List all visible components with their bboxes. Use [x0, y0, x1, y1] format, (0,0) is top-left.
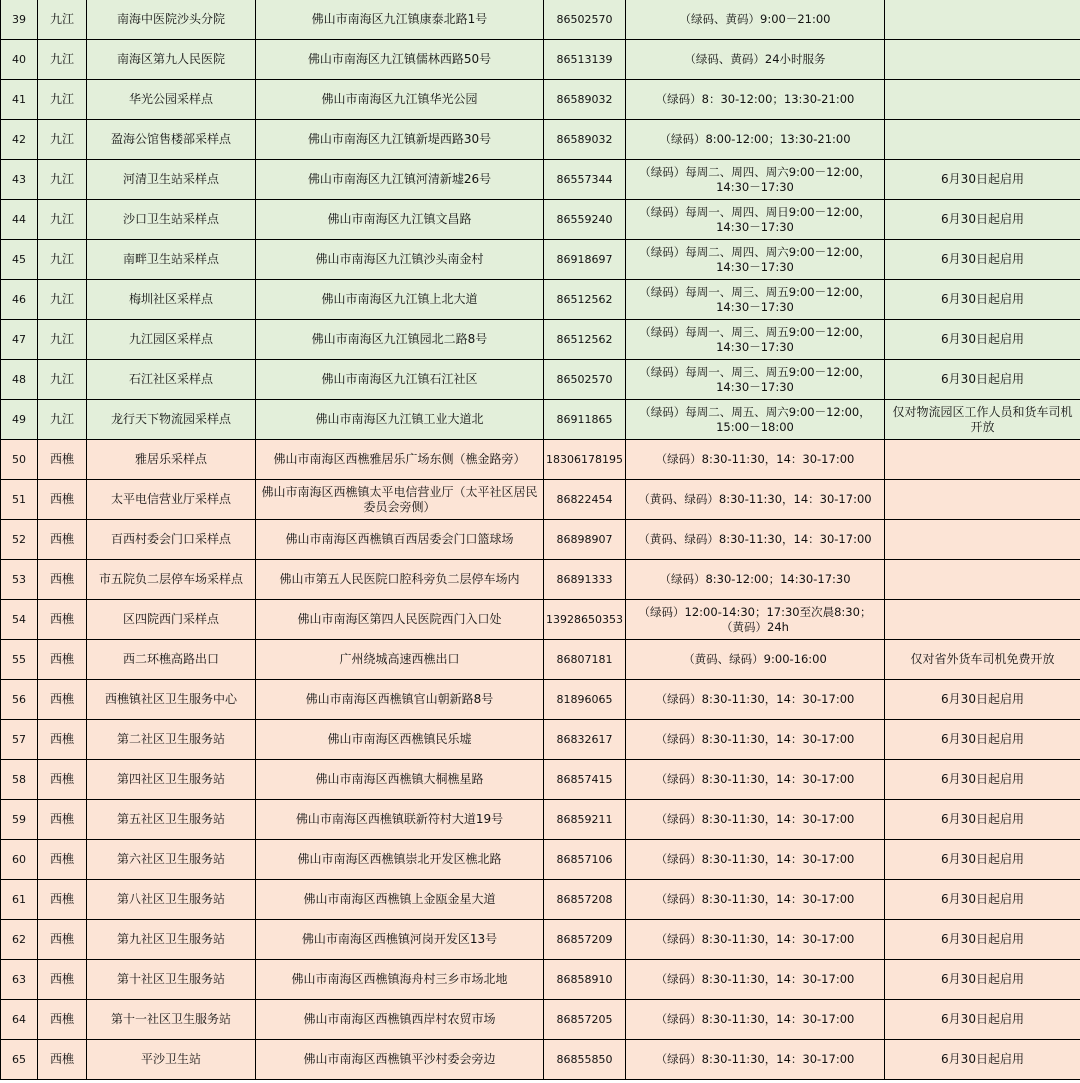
note-cell [885, 240, 1080, 280]
note-cell-line: 仅对物流园区工作人员和货车司机 [892, 404, 1073, 419]
hours-cell-line: （绿码）每周一、周三、周五9:00－12:00， [639, 324, 871, 339]
town-cell: 西樵 [38, 480, 87, 520]
phone-cell: 86918697 [544, 240, 626, 280]
hours-cell [626, 120, 885, 160]
hours-cell-line: （黄码）24h [721, 619, 789, 634]
phone-cell: 86557344 [544, 160, 626, 200]
address-cell: 佛山市南海区九江镇康泰北路1号 [256, 0, 544, 40]
phone-cell: 86512562 [544, 280, 626, 320]
hours-cell-line: 15:00－18:00 [716, 419, 794, 434]
note-cell-line: 6月30日起启用 [941, 732, 1024, 746]
hours-cell-line: 14:30－17:30 [716, 259, 794, 274]
note-cell-line: 6月30日起启用 [941, 252, 1024, 266]
note-cell [885, 680, 1080, 720]
address-cell: 佛山市南海区九江镇园北二路8号 [256, 320, 544, 360]
site-name-cell: 平沙卫生站 [87, 1040, 256, 1080]
site-name-cell: 第五社区卫生服务站 [87, 800, 256, 840]
note-cell [885, 80, 1080, 120]
address-cell: 佛山市南海区九江镇工业大道北 [256, 400, 544, 440]
site-name-cell: 华光公园采样点 [87, 80, 256, 120]
phone-cell: 86857205 [544, 1000, 626, 1040]
town-cell: 九江 [38, 320, 87, 360]
hours-cell-line: （黄码、绿码）9:00-16:00 [683, 652, 827, 666]
row-number: 41 [1, 80, 38, 120]
phone-cell: 86589032 [544, 120, 626, 160]
hours-cell [626, 400, 885, 440]
town-cell: 西樵 [38, 920, 87, 960]
table-body [1, 0, 1080, 1080]
phone-cell: 86898907 [544, 520, 626, 560]
hours-cell-line: （绿码）8:30-11:30，14：30-17:00 [655, 1012, 855, 1026]
row-number: 42 [1, 120, 38, 160]
hours-cell-line: （绿码）每周二、周四、周六9:00－12:00， [639, 164, 871, 179]
site-name-cell: 南畔卫生站采样点 [87, 240, 256, 280]
address-cell: 佛山市南海区西樵镇河岗开发区13号 [256, 920, 544, 960]
note-cell [885, 880, 1080, 920]
address-cell: 佛山市南海区西樵镇太平电信营业厅（太平社区居民委员会旁侧） [256, 480, 544, 520]
row-number: 47 [1, 320, 38, 360]
phone-cell: 86858910 [544, 960, 626, 1000]
phone-cell: 13928650353 [544, 600, 626, 640]
site-name-cell: 市五院负二层停车场采样点 [87, 560, 256, 600]
table-row [1, 640, 1080, 680]
address-cell: 佛山市南海区西樵镇官山朝新路8号 [256, 680, 544, 720]
address-cell: 佛山市南海区西樵镇联新符村大道19号 [256, 800, 544, 840]
table-row [1, 400, 1080, 440]
row-number: 57 [1, 720, 38, 760]
table-row [1, 800, 1080, 840]
hours-cell [626, 840, 885, 880]
note-cell-line: 开放 [970, 419, 995, 434]
phone-cell: 86911865 [544, 400, 626, 440]
table-row [1, 320, 1080, 360]
phone-cell: 86502570 [544, 0, 626, 40]
address-cell: 广州绕城高速西樵出口 [256, 640, 544, 680]
note-cell-line: 6月30日起启用 [941, 812, 1024, 826]
hours-cell-line: 14:30－17:30 [716, 379, 794, 394]
row-number: 45 [1, 240, 38, 280]
site-name-cell: 梅圳社区采样点 [87, 280, 256, 320]
hours-cell [626, 920, 885, 960]
hours-cell [626, 760, 885, 800]
row-number: 63 [1, 960, 38, 1000]
row-number: 52 [1, 520, 38, 560]
address-cell: 佛山市南海区西樵镇民乐墟 [256, 720, 544, 760]
phone-cell: 86512562 [544, 320, 626, 360]
phone-cell: 86855850 [544, 1040, 626, 1080]
hours-cell-line: （绿码）每周二、周四、周六9:00－12:00， [639, 244, 871, 259]
address-cell: 佛山市南海区西樵雅居乐广场东侧（樵金路旁） [256, 440, 544, 480]
town-cell: 西樵 [38, 720, 87, 760]
site-name-cell: 第二社区卫生服务站 [87, 720, 256, 760]
table-row [1, 480, 1080, 520]
hours-cell-line: （黄码、绿码）8:30-11:30，14：30-17:00 [638, 492, 872, 506]
hours-cell-line: （绿码）8:30-11:30，14：30-17:00 [655, 692, 855, 706]
note-cell [885, 440, 1080, 480]
row-number: 55 [1, 640, 38, 680]
hours-cell-line: 14:30－17:30 [716, 179, 794, 194]
note-cell [885, 640, 1080, 680]
site-name-cell: 第四社区卫生服务站 [87, 760, 256, 800]
table-row [1, 880, 1080, 920]
town-cell: 九江 [38, 40, 87, 80]
hours-cell-line: （绿码）每周二、周五、周六9:00－12:00， [639, 404, 871, 419]
town-cell: 西樵 [38, 600, 87, 640]
hours-cell [626, 880, 885, 920]
hours-cell [626, 1040, 885, 1080]
site-name-cell: 九江园区采样点 [87, 320, 256, 360]
town-cell: 西樵 [38, 520, 87, 560]
note-cell [885, 840, 1080, 880]
town-cell: 九江 [38, 240, 87, 280]
town-cell: 西樵 [38, 800, 87, 840]
hours-cell-line: （绿码、黄码）24小时服务 [684, 52, 826, 66]
address-cell: 佛山市南海区第四人民医院西门入口处 [256, 600, 544, 640]
table-row [1, 680, 1080, 720]
site-name-cell: 第十一社区卫生服务站 [87, 1000, 256, 1040]
hours-cell-line: （绿码）每周一、周三、周五9:00－12:00， [639, 364, 871, 379]
hours-cell [626, 40, 885, 80]
town-cell: 西樵 [38, 1000, 87, 1040]
table-row [1, 280, 1080, 320]
town-cell: 西樵 [38, 560, 87, 600]
address-cell: 佛山市南海区九江镇沙头南金村 [256, 240, 544, 280]
hours-cell [626, 80, 885, 120]
row-number: 56 [1, 680, 38, 720]
town-cell: 西樵 [38, 1040, 87, 1080]
table-row [1, 520, 1080, 560]
hours-cell [626, 720, 885, 760]
site-name-cell: 河清卫生站采样点 [87, 160, 256, 200]
row-number: 46 [1, 280, 38, 320]
row-number: 59 [1, 800, 38, 840]
hours-cell [626, 560, 885, 600]
hours-cell-line: （绿码）8:30-11:30，14：30-17:00 [655, 852, 855, 866]
town-cell: 九江 [38, 360, 87, 400]
table-row [1, 240, 1080, 280]
phone-cell: 86807181 [544, 640, 626, 680]
town-cell: 西樵 [38, 440, 87, 480]
table-row [1, 960, 1080, 1000]
town-cell: 九江 [38, 160, 87, 200]
address-cell: 佛山市南海区九江镇石江社区 [256, 360, 544, 400]
table-row [1, 760, 1080, 800]
site-name-cell: 西二环樵高路出口 [87, 640, 256, 680]
address-cell: 佛山市南海区九江镇华光公园 [256, 80, 544, 120]
town-cell: 九江 [38, 120, 87, 160]
hours-cell [626, 800, 885, 840]
site-name-cell: 西樵镇社区卫生服务中心 [87, 680, 256, 720]
note-cell [885, 760, 1080, 800]
table-row [1, 720, 1080, 760]
address-cell: 佛山市南海区九江镇河清新墟26号 [256, 160, 544, 200]
row-number: 58 [1, 760, 38, 800]
site-name-cell: 第九社区卫生服务站 [87, 920, 256, 960]
hours-cell-line: （绿码）8：30-12:00；13:30-21:00 [655, 92, 855, 106]
hours-cell-line: （绿码）8:30-11:30，14：30-17:00 [655, 452, 855, 466]
note-cell-line: 6月30日起启用 [941, 692, 1024, 706]
hours-cell-line: （黄码、绿码）8:30-11:30，14：30-17:00 [638, 532, 872, 546]
site-name-cell: 盈海公馆售楼部采样点 [87, 120, 256, 160]
hours-cell [626, 200, 885, 240]
row-number: 61 [1, 880, 38, 920]
hours-cell [626, 320, 885, 360]
hours-cell [626, 680, 885, 720]
hours-cell-line: 14:30－17:30 [716, 219, 794, 234]
site-name-cell: 龙行天下物流园采样点 [87, 400, 256, 440]
table-row [1, 360, 1080, 400]
note-cell [885, 320, 1080, 360]
table-row [1, 1000, 1080, 1040]
phone-cell: 86891333 [544, 560, 626, 600]
phone-cell: 86559240 [544, 200, 626, 240]
hours-cell-line: （绿码）8:00-12:00；13:30-21:00 [659, 132, 851, 146]
note-cell [885, 920, 1080, 960]
note-cell [885, 160, 1080, 200]
note-cell-line: 6月30日起启用 [941, 932, 1024, 946]
town-cell: 西樵 [38, 880, 87, 920]
phone-cell: 86822454 [544, 480, 626, 520]
row-number: 53 [1, 560, 38, 600]
row-number: 64 [1, 1000, 38, 1040]
note-cell-line: 6月30日起启用 [941, 212, 1024, 226]
hours-cell-line: （绿码）每周一、周四、周日9:00－12:00， [639, 204, 871, 219]
address-cell: 佛山市南海区西樵镇崇北开发区樵北路 [256, 840, 544, 880]
hours-cell-line: （绿码）8:30-11:30，14：30-17:00 [655, 812, 855, 826]
address-cell: 佛山市南海区西樵镇平沙村委会旁边 [256, 1040, 544, 1080]
note-cell [885, 1000, 1080, 1040]
row-number: 65 [1, 1040, 38, 1080]
table-row [1, 80, 1080, 120]
town-cell: 九江 [38, 280, 87, 320]
note-cell [885, 0, 1080, 40]
site-name-cell: 南海中医院沙头分院 [87, 0, 256, 40]
hours-cell [626, 1000, 885, 1040]
hours-cell [626, 600, 885, 640]
hours-cell [626, 280, 885, 320]
table-row [1, 160, 1080, 200]
address-cell: 佛山市南海区西樵镇上金瓯金星大道 [256, 880, 544, 920]
hours-cell-line: 14:30－17:30 [716, 299, 794, 314]
note-cell [885, 520, 1080, 560]
row-number: 60 [1, 840, 38, 880]
address-cell: 佛山市第五人民医院口腔科旁负二层停车场内 [256, 560, 544, 600]
address-cell: 佛山市南海区九江镇儒林西路50号 [256, 40, 544, 80]
table-row [1, 440, 1080, 480]
hours-cell [626, 960, 885, 1000]
hours-cell [626, 240, 885, 280]
site-name-cell: 第八社区卫生服务站 [87, 880, 256, 920]
note-cell [885, 800, 1080, 840]
note-cell-line: 6月30日起启用 [941, 292, 1024, 306]
site-name-cell: 太平电信营业厅采样点 [87, 480, 256, 520]
phone-cell: 86857209 [544, 920, 626, 960]
town-cell: 西樵 [38, 760, 87, 800]
note-cell [885, 200, 1080, 240]
site-name-cell: 沙口卫生站采样点 [87, 200, 256, 240]
address-cell: 佛山市南海区九江镇文昌路 [256, 200, 544, 240]
site-name-cell: 百西村委会门口采样点 [87, 520, 256, 560]
note-cell [885, 480, 1080, 520]
phone-cell: 18306178195 [544, 440, 626, 480]
hours-cell-line: （绿码）8:30-12:00；14:30-17:30 [659, 572, 851, 586]
note-cell [885, 720, 1080, 760]
table-row [1, 40, 1080, 80]
hours-cell [626, 160, 885, 200]
row-number: 43 [1, 160, 38, 200]
hours-cell-line: （绿码）8:30-11:30，14：30-17:00 [655, 972, 855, 986]
row-number: 48 [1, 360, 38, 400]
table-row [1, 0, 1080, 40]
note-cell-line: 6月30日起启用 [941, 1012, 1024, 1026]
row-number: 50 [1, 440, 38, 480]
note-cell [885, 280, 1080, 320]
note-cell-line: 仅对省外货车司机免费开放 [910, 652, 1055, 666]
phone-cell: 86502570 [544, 360, 626, 400]
note-cell [885, 1040, 1080, 1080]
note-cell-line: 6月30日起启用 [941, 852, 1024, 866]
hours-cell [626, 0, 885, 40]
row-number: 51 [1, 480, 38, 520]
hours-cell [626, 360, 885, 400]
note-cell [885, 120, 1080, 160]
note-cell [885, 360, 1080, 400]
town-cell: 西樵 [38, 960, 87, 1000]
row-number: 44 [1, 200, 38, 240]
site-name-cell: 第十社区卫生服务站 [87, 960, 256, 1000]
hours-cell-line: （绿码）12:00-14:30；17:30至次晨8:30； [638, 604, 872, 619]
site-name-cell: 石江社区采样点 [87, 360, 256, 400]
note-cell-line: 6月30日起启用 [941, 332, 1024, 346]
note-cell-line: 6月30日起启用 [941, 892, 1024, 906]
address-cell: 佛山市南海区西樵镇海舟村三乡市场北地 [256, 960, 544, 1000]
hours-cell-line: （绿码）8:30-11:30，14：30-17:00 [655, 732, 855, 746]
note-cell [885, 400, 1080, 440]
address-cell: 佛山市南海区西樵镇大桐樵星路 [256, 760, 544, 800]
hours-cell [626, 480, 885, 520]
site-name-cell: 雅居乐采样点 [87, 440, 256, 480]
hours-cell-line: 14:30－17:30 [716, 339, 794, 354]
table-row [1, 840, 1080, 880]
phone-cell: 86859211 [544, 800, 626, 840]
note-cell-line: 6月30日起启用 [941, 1052, 1024, 1066]
hours-cell [626, 440, 885, 480]
site-name-cell: 区四院西门采样点 [87, 600, 256, 640]
phone-cell: 86589032 [544, 80, 626, 120]
address-cell: 佛山市南海区九江镇新堤西路30号 [256, 120, 544, 160]
hours-cell-line: （绿码）8:30-11:30，14：30-17:00 [655, 1052, 855, 1066]
address-cell: 佛山市南海区九江镇上北大道 [256, 280, 544, 320]
site-name-cell: 第六社区卫生服务站 [87, 840, 256, 880]
town-cell: 西樵 [38, 640, 87, 680]
town-cell: 西樵 [38, 840, 87, 880]
table-row [1, 600, 1080, 640]
note-cell-line: 6月30日起启用 [941, 972, 1024, 986]
row-number: 39 [1, 0, 38, 40]
note-cell-line: 6月30日起启用 [941, 172, 1024, 186]
phone-cell: 81896065 [544, 680, 626, 720]
town-cell: 九江 [38, 200, 87, 240]
row-number: 62 [1, 920, 38, 960]
row-number: 40 [1, 40, 38, 80]
site-name-cell: 南海区第九人民医院 [87, 40, 256, 80]
note-cell-line: 6月30日起启用 [941, 772, 1024, 786]
town-cell: 西樵 [38, 680, 87, 720]
table-row [1, 560, 1080, 600]
address-cell: 佛山市南海区西樵镇西岸村农贸市场 [256, 1000, 544, 1040]
phone-cell: 86513139 [544, 40, 626, 80]
town-cell: 九江 [38, 400, 87, 440]
table-row [1, 200, 1080, 240]
table-row [1, 1040, 1080, 1080]
hours-cell-line: （绿码）8:30-11:30，14：30-17:00 [655, 932, 855, 946]
town-cell: 九江 [38, 80, 87, 120]
phone-cell: 86857106 [544, 840, 626, 880]
phone-cell: 86857208 [544, 880, 626, 920]
row-number: 54 [1, 600, 38, 640]
note-cell [885, 600, 1080, 640]
address-cell: 佛山市南海区西樵镇百西居委会门口篮球场 [256, 520, 544, 560]
table-row [1, 120, 1080, 160]
hours-cell-line: （绿码）8:30-11:30，14：30-17:00 [655, 892, 855, 906]
hours-cell-line: （绿码）每周一、周三、周五9:00－12:00， [639, 284, 871, 299]
hours-cell-line: （绿码、黄码）9:00－21:00 [679, 12, 831, 26]
hours-cell-line: （绿码）8:30-11:30，14：30-17:00 [655, 772, 855, 786]
note-cell [885, 560, 1080, 600]
note-cell [885, 960, 1080, 1000]
phone-cell: 86857415 [544, 760, 626, 800]
hours-cell [626, 520, 885, 560]
note-cell [885, 40, 1080, 80]
hours-cell [626, 640, 885, 680]
table-row [1, 920, 1080, 960]
town-cell: 九江 [38, 0, 87, 40]
note-cell-line: 6月30日起启用 [941, 372, 1024, 386]
row-number: 49 [1, 400, 38, 440]
phone-cell: 86832617 [544, 720, 626, 760]
